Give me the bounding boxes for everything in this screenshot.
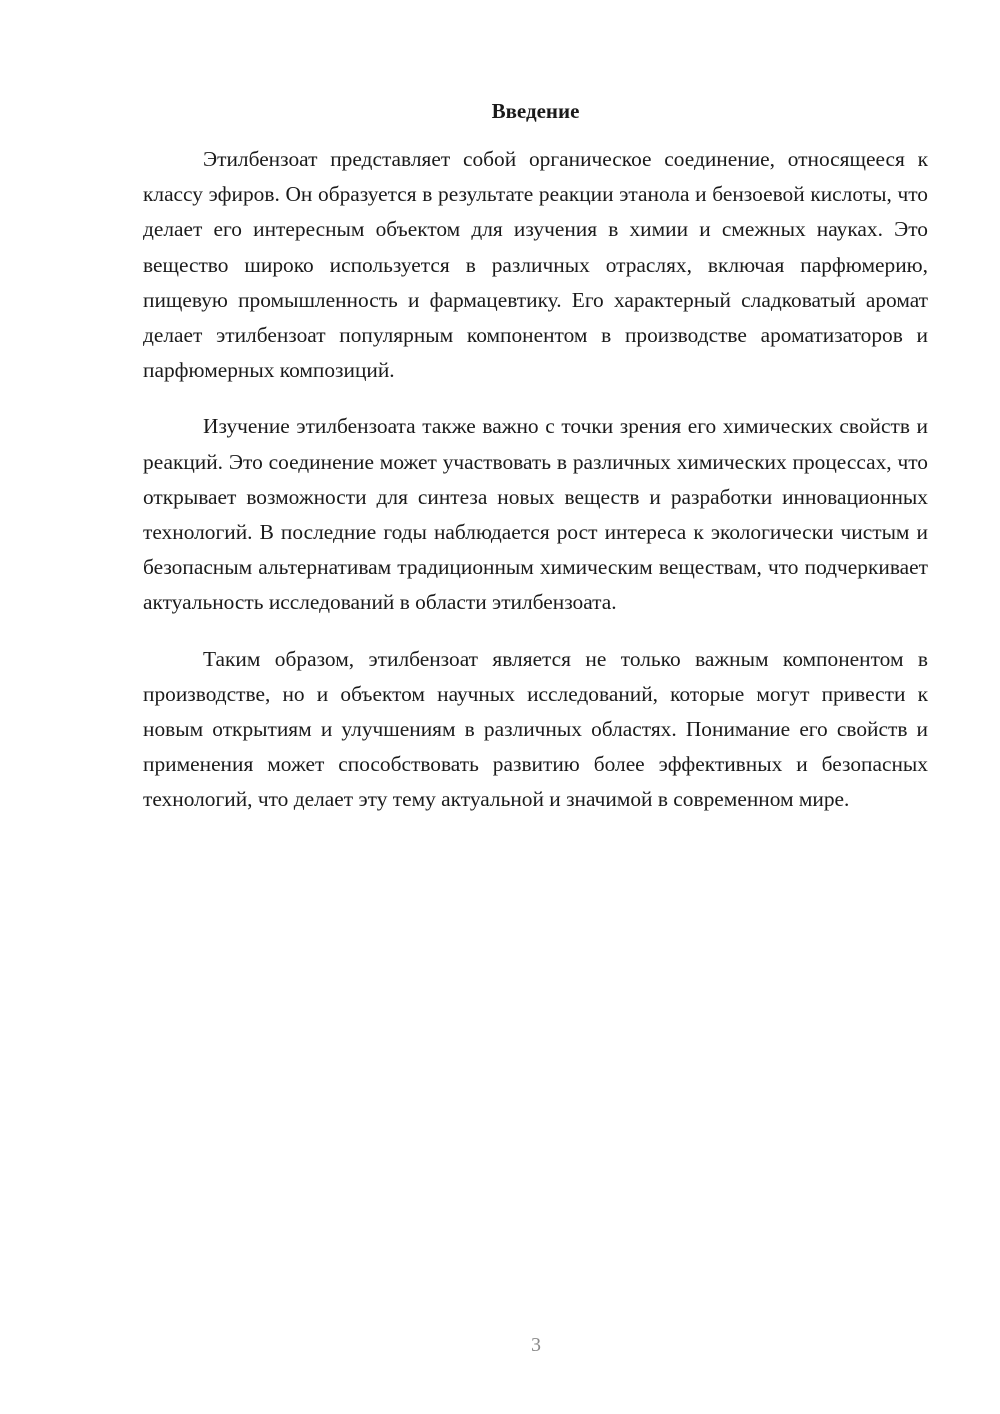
- paragraph-1: Этилбензоат представляет собой органическое соединение, относящееся к классу эфиров. Он образуется в результате реакции этанола и бензоевой кислоты, что делает его интересным объектом для изучения в химии и смежных науках. Это вещество широко используется в различных отраслях, включая парфюмерию, пищевую промышленность и фармацевтику. Его характерный сладковатый аромат делает этилбензоат популярным компонентом в производстве ароматизаторов и парфюмерных композиций.: [143, 147, 928, 383]
- page-number: 3: [531, 1334, 541, 1356]
- paragraph-3: Таким образом, этилбензоат является не только важным компонентом в производстве, но и объектом научных исследований, которые могут привести к новым открытиям и улучшениям в различных областях. Понимание его свойств и применения может способствовать развитию более эффективных и безопасных технологий, что делает эту тему актуальной и значимой в современном мире.: [143, 646, 928, 812]
- page-title: Введение: [491, 99, 580, 123]
- body-text: [143, 142, 928, 839]
- paragraph-2: Изучение этилбензоата также важно с точки зрения его химических свойств и реакций. Это соединение может участвовать в различных химических процессах, что открывает возможности для синтеза новых веществ и разработки инновационных технологий. В последние годы наблюдается рост интереса к экологически чистым и безопасным альтернативам традиционным химическим веществам, что подчеркивает актуальность исследований в области этилбензоата.: [143, 414, 928, 615]
